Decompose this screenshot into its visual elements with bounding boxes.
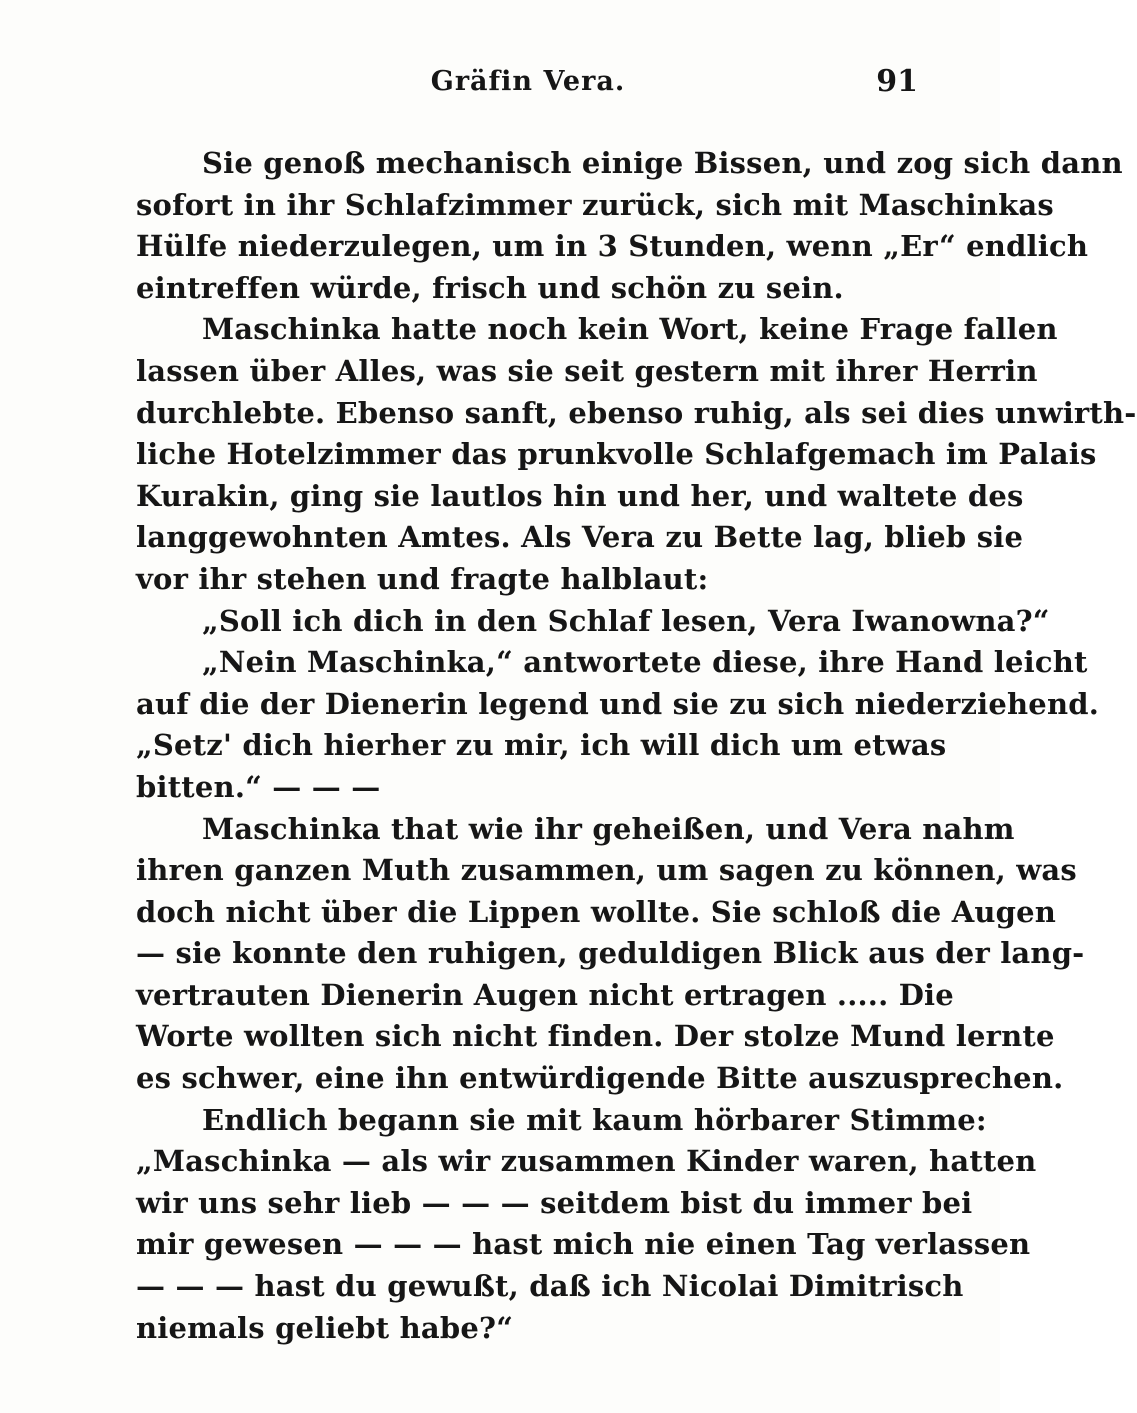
paragraph — [136, 601, 1050, 643]
paragraph — [136, 309, 1137, 600]
text-line: lassen über Alles, was sie seit gestern mit ihrer Herrin — [136, 353, 1038, 388]
text-line: Worte wollten sich nicht finden. Der stolze Mund lernte — [136, 1019, 1055, 1054]
text-line: mir gewesen — — — hast mich nie einen Tag verlassen — [136, 1227, 1031, 1262]
text-line: liche Hotelzimmer das prunkvolle Schlafgemach im Palais — [136, 437, 1097, 472]
text-line: ihren ganzen Muth zusammen, um sagen zu können, was — [136, 853, 1077, 888]
running-head — [138, 66, 918, 110]
text-line: durchlebte. Ebenso sanft, ebenso ruhig, als sei dies unwirth- — [136, 395, 1137, 430]
text-line: Maschinka hatte noch kein Wort, keine Frage fallen — [202, 312, 1058, 347]
text-line: Hülfe niederzulegen, um in 3 Stunden, wenn „Er“ endlich — [136, 229, 1089, 264]
paragraph — [136, 1100, 1037, 1350]
text-line: vor ihr stehen und fragte halblaut: — [136, 561, 709, 596]
text-line: Sie genoß mechanisch einige Bissen, und zog sich dann — [202, 146, 1123, 180]
text-line: Maschinka that wie ihr geheißen, und Vera nahm — [202, 811, 1015, 846]
text-line: „Soll ich dich in den Schlaf lesen, Vera Iwanowna?“ — [202, 603, 1050, 638]
text-line: — sie konnte den ruhigen, geduldigen Blick aus der lang- — [136, 936, 1085, 971]
text-line: Endlich begann sie mit kaum hörbarer Stimme: — [202, 1102, 987, 1137]
page-number: 91 — [876, 64, 918, 99]
paragraph — [136, 642, 1100, 808]
body-text — [136, 143, 1137, 1349]
text-line: doch nicht über die Lippen wollte. Sie schloß die Augen — [136, 894, 1057, 929]
text-line: vertrauten Dienerin Augen nicht ertragen ..... Die — [136, 977, 954, 1012]
text-line: — — — hast du gewußt, daß ich Nicolai Dimitrisch — [136, 1269, 964, 1304]
text-line: langgewohnten Amtes. Als Vera zu Bette lag, blieb sie — [136, 520, 1024, 555]
text-line: „Maschinka — als wir zusammen Kinder waren, hatten — [136, 1144, 1037, 1179]
paragraph — [136, 143, 1123, 309]
text-line: wir uns sehr lieb — — — seitdem bist du immer bei — [136, 1185, 973, 1220]
running-title: Gräfin Vera. — [430, 66, 626, 97]
text-line: es schwer, eine ihn entwürdigende Bitte auszusprechen. — [136, 1061, 1064, 1096]
text-line: niemals geliebt habe?“ — [136, 1310, 514, 1345]
paragraph — [136, 809, 1085, 1100]
text-line: sofort in ihr Schlafzimmer zurück, sich mit Maschinkas — [136, 187, 1054, 222]
text-line: eintreffen würde, frisch und schön zu sein. — [136, 270, 844, 305]
text-line: „Setz' dich hierher zu mir, ich will dich um etwas — [136, 728, 947, 763]
text-line: bitten.“ — — — — [136, 769, 381, 804]
text-line: Kurakin, ging sie lautlos hin und her, und waltete des — [136, 478, 1024, 513]
text-line: auf die der Dienerin legend und sie zu sich niederziehend. — [136, 686, 1100, 721]
text-line: „Nein Maschinka,“ antwortete diese, ihre Hand leicht — [202, 645, 1088, 680]
